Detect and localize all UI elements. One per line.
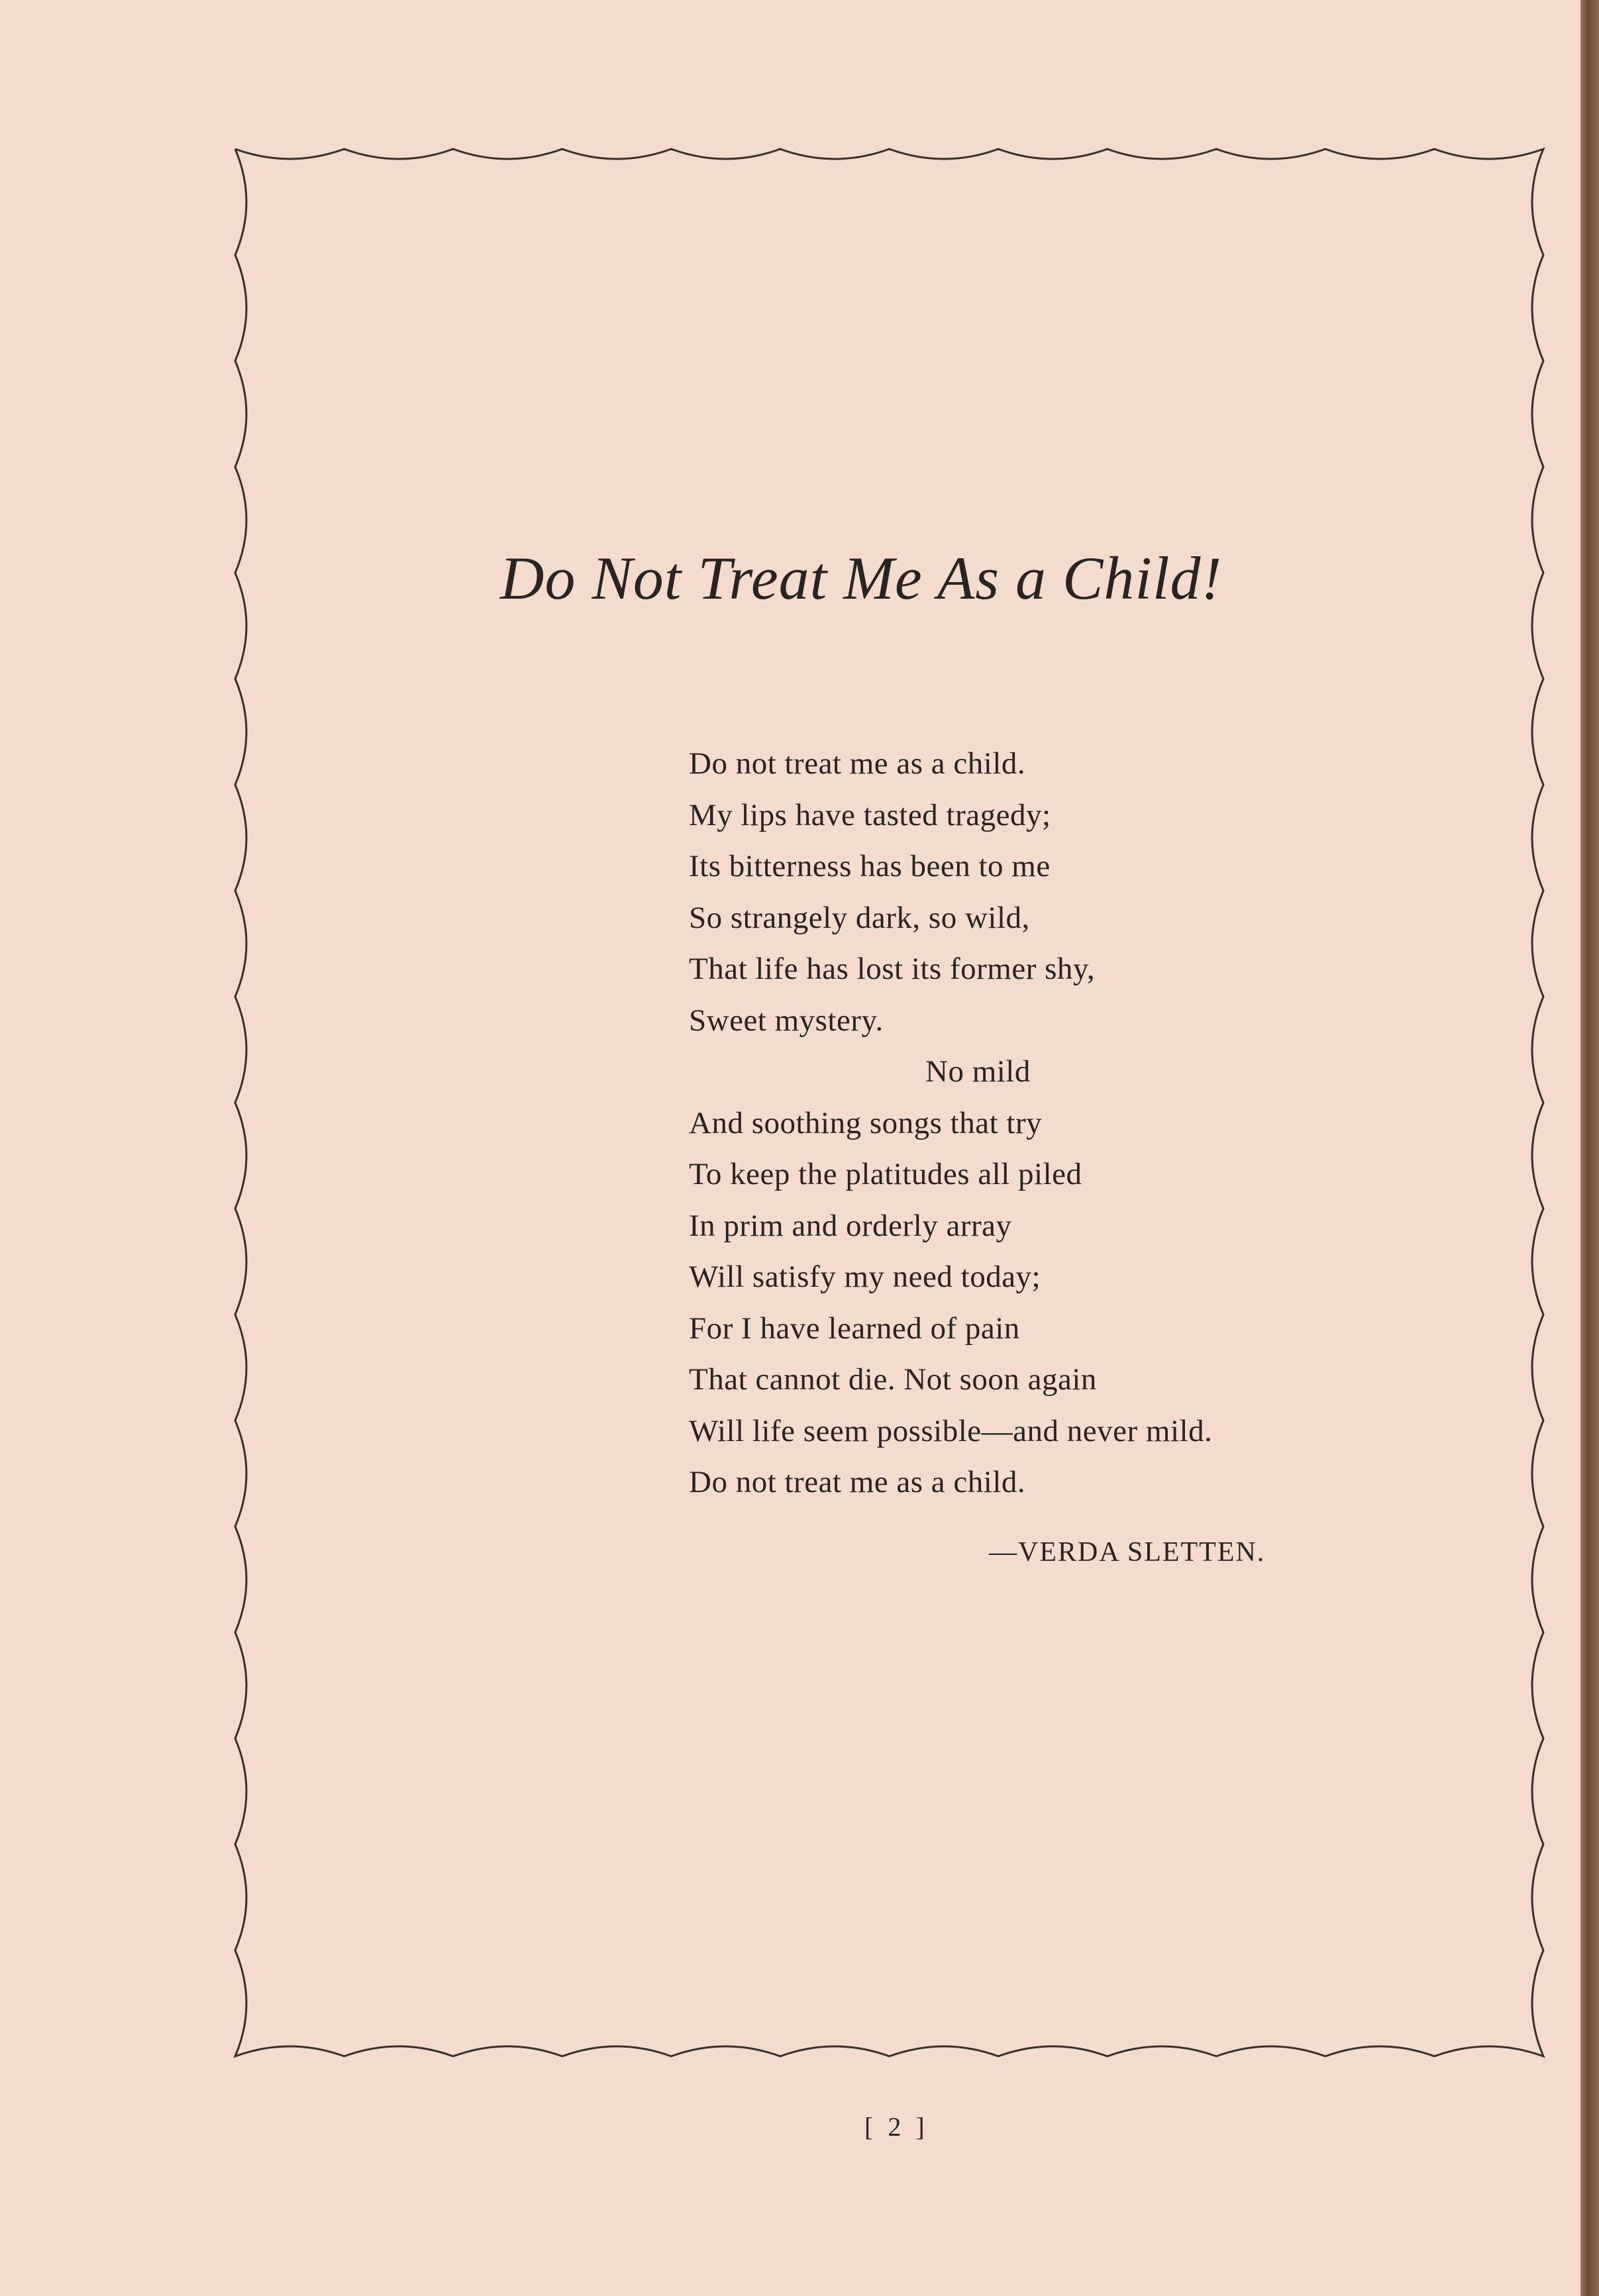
poem-line: Will life seem possible—and never mild. bbox=[689, 1413, 1213, 1448]
page-number: [ 2 ] bbox=[864, 2112, 929, 2142]
poem-line: Do not treat me as a child. bbox=[689, 1465, 1026, 1499]
poem-line: In prim and orderly array bbox=[689, 1208, 1012, 1243]
poem-line: That cannot die. Not soon again bbox=[689, 1362, 1097, 1397]
poem-line: Will satisfy my need today; bbox=[689, 1260, 1041, 1294]
poem-line: My lips have tasted tragedy; bbox=[689, 797, 1051, 832]
poem-title: Do Not Treat Me As a Child! bbox=[500, 544, 1223, 612]
poem-line: Sweet mystery. bbox=[689, 1003, 884, 1038]
poem-line: Its bitterness has been to me bbox=[689, 849, 1051, 883]
poem-body bbox=[689, 738, 1212, 1509]
poem-line: That life has lost its former shy, bbox=[689, 952, 1096, 986]
poem-attribution: —VERDA SLETTEN. bbox=[989, 1537, 1266, 1568]
poem-line: No mild bbox=[925, 1054, 1031, 1089]
poem-line: So strangely dark, so wild, bbox=[689, 900, 1030, 935]
poem-line: To keep the platitudes all piled bbox=[689, 1157, 1082, 1191]
book-binding-edge bbox=[1580, 0, 1599, 2296]
poem-line: And soothing songs that try bbox=[689, 1105, 1043, 1140]
poem-line: For I have learned of pain bbox=[689, 1311, 1020, 1346]
poem-line: Do not treat me as a child. bbox=[689, 746, 1026, 781]
